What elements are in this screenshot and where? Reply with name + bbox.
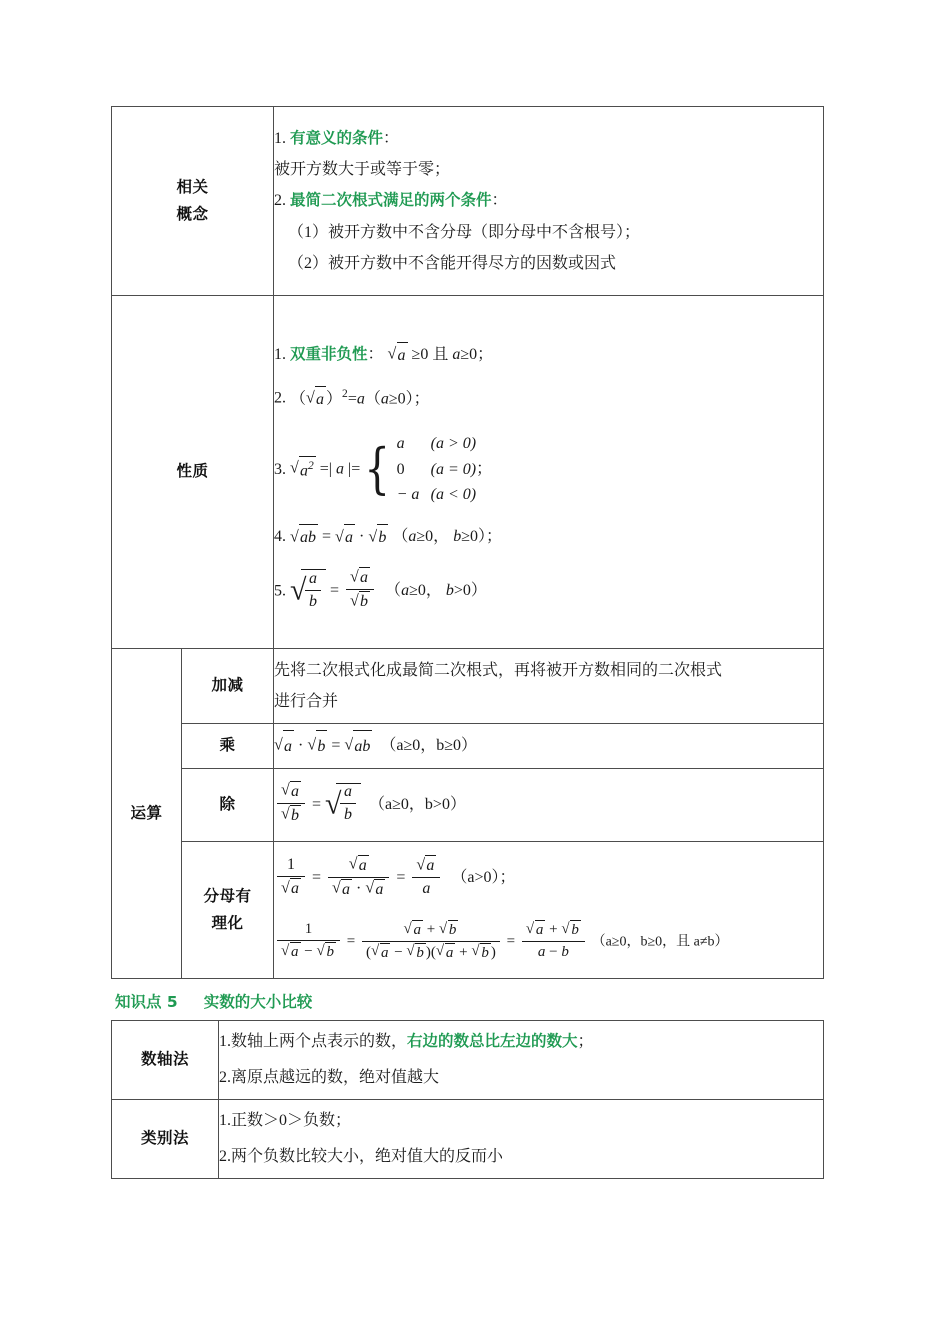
table-row-operation-multiply bbox=[112, 724, 824, 769]
section-heading-knowledge-point-5 bbox=[115, 990, 824, 1012]
formula-condition: （a≥0，b≥0） bbox=[380, 736, 478, 754]
formula-sqrt-product: √ ab = √ a · √ b （a≥0， b≥0）； bbox=[290, 524, 502, 551]
table-row-concepts bbox=[112, 107, 824, 296]
row-content-properties bbox=[274, 296, 824, 649]
op-name-divide bbox=[182, 769, 274, 842]
row-label-category bbox=[112, 1100, 219, 1179]
op-content-addsub bbox=[274, 649, 824, 724]
op-name-addsub bbox=[182, 649, 274, 724]
formula-sqrt-square-abs: √ $a^2$ =| a |= { a (a > 0) 0 (a = 0) − a (a < 0) ； bbox=[290, 434, 493, 504]
property-item-1: 1. 双重非负性： √ a ≥0 且 a≥0； bbox=[274, 342, 823, 369]
table-row-category-method bbox=[112, 1100, 824, 1179]
property-item-2: 2. （ √ a ）$^2$=a（a≥0）； bbox=[274, 385, 823, 413]
formula-condition: （a>0） bbox=[451, 869, 500, 887]
op-content-multiply bbox=[274, 724, 824, 769]
formula-condition: （a≥0，b>0） bbox=[369, 795, 466, 813]
property-item-5: 5. √ $\frac{a}{b}$ = √ a √ b （a≥0， b>0） bbox=[274, 569, 823, 614]
op-text-line: 先将二次根式化成最简二次根式，再将被开方数相同的二次根式 bbox=[274, 661, 723, 679]
table-row-operation-rationalize bbox=[112, 842, 824, 979]
label-line: 乘 bbox=[219, 736, 236, 755]
row-label-properties bbox=[112, 296, 274, 649]
compare-line-2: 2.离原点越远的数，绝对值越大 bbox=[219, 1069, 440, 1086]
property-item-3: 3. √ $a^2$ =| a |= { a (a > 0) 0 (a = 0) − a (a < 0) ； bbox=[274, 431, 823, 509]
formula-double-nonneg: √ a ≥0 且 a≥0； bbox=[388, 342, 494, 369]
row-content-concepts bbox=[274, 107, 824, 296]
formula-square-of-sqrt: （ √ a ）$^2$=a（a≥0）； bbox=[290, 385, 430, 413]
formula-rationalize-conjugate: 1 √ a − √ b = √ a + √ b ( √ a − √ b )( √ a + √ b ) = √ a + √ b a − b （a≥0，b≥0，且 a≠b） bbox=[274, 921, 729, 964]
rationalize-formula-1-row bbox=[274, 856, 823, 901]
op-name-rationalize bbox=[182, 842, 274, 979]
row-label-operations bbox=[112, 649, 182, 979]
row-content-numberline bbox=[219, 1021, 824, 1100]
formula-rationalize-single: 1 √ a = √ a √ a · √ a = √ a a （a>0）； bbox=[274, 856, 516, 901]
table-row-operation-addsub bbox=[112, 649, 824, 724]
radical-knowledge-table bbox=[111, 106, 824, 979]
concept-line-1: 1. 有意义的条件： bbox=[274, 129, 400, 148]
label-line: 运算 bbox=[130, 803, 163, 822]
label-line: 概念 bbox=[176, 205, 209, 223]
concept-line-2: 被开方数大于或等于零； bbox=[274, 161, 451, 179]
concept-line-5: （2）被开方数中不含能开得尽方的因数或因式 bbox=[288, 254, 617, 272]
compare-line-4: 2.两个负数比较大小，绝对值大的反而小 bbox=[219, 1148, 504, 1165]
formula-divide: √ a √ b = √ $\frac{a}{b}$ （a≥0，b>0） bbox=[274, 783, 466, 828]
formula-sqrt-quotient: √ $\frac{a}{b}$ = √ a √ b （a≥0， b>0） bbox=[290, 569, 487, 614]
label-line: 分母有 bbox=[203, 886, 252, 905]
heading-title: 实数的大小比较 bbox=[203, 993, 313, 1011]
concept-line-3: 2. 最简二次根式满足的两个条件： bbox=[274, 191, 508, 210]
label-line: 数轴法 bbox=[140, 1050, 189, 1069]
op-name-multiply bbox=[182, 724, 274, 769]
table-row-numberline-method bbox=[112, 1021, 824, 1100]
heading-label: 知识点 5 bbox=[115, 993, 178, 1011]
concept-line-4: （1）被开方数中不含分母（即分母中不含根号）； bbox=[288, 223, 641, 241]
label-line: 加减 bbox=[211, 676, 244, 695]
compare-line-3: 1.正数＞0＞负数； bbox=[219, 1112, 352, 1129]
table-row-properties bbox=[112, 296, 824, 649]
property-item-4: 4. √ ab = √ a · √ b （a≥0， b≥0）； bbox=[274, 524, 823, 551]
label-line: 除 bbox=[219, 795, 236, 814]
row-content-category bbox=[219, 1100, 824, 1179]
rationalize-formula-2-row bbox=[274, 921, 823, 964]
op-content-rationalize bbox=[274, 842, 824, 979]
compare-methods-table bbox=[111, 1020, 824, 1179]
formula-condition: （a≥0，b≥0，且 a≠b） bbox=[591, 934, 729, 950]
table-row-operation-divide bbox=[112, 769, 824, 842]
row-label-numberline bbox=[112, 1021, 219, 1100]
formula-multiply: √ a · √ b = √ ab （a≥0，b≥0） bbox=[274, 730, 477, 762]
compare-line-1: 1.数轴上两个点表示的数，右边的数总比左边的数大； bbox=[219, 1032, 594, 1050]
label-line: 性质 bbox=[176, 462, 209, 481]
label-line: 理化 bbox=[211, 914, 244, 932]
label-line: 类别法 bbox=[140, 1129, 189, 1148]
label-line: 相关 bbox=[176, 177, 209, 196]
op-text-line: 进行合并 bbox=[274, 693, 339, 710]
document-page bbox=[111, 106, 824, 1179]
op-content-divide bbox=[274, 769, 824, 842]
row-label-concepts bbox=[112, 107, 274, 296]
